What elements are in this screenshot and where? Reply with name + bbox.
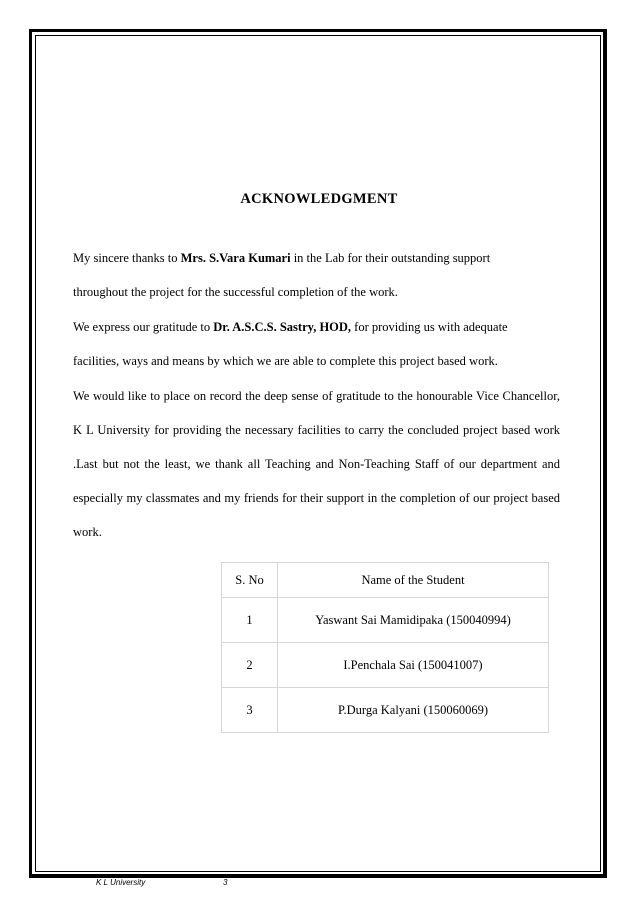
title-text: ACKNOWLEDGMENT [240,191,398,207]
paragraph-3-line-3: .Last but not the least, we thank all Teaching and Non-Teaching Staff of our department and [73,457,560,471]
header-serial-number: S. No [222,563,278,598]
student-name-cell: Yaswant Sai Mamidipaka (150040994) [278,598,549,643]
student-name-cell: I.Penchala Sai (150041007) [278,643,549,688]
text-fragment: We express our gratitude to [73,320,214,334]
footer-page-number: 3 [223,878,228,887]
table-row [222,688,549,733]
text-fragment: for providing us with adequate [351,320,508,334]
student-table [221,562,549,733]
guide-name: Mrs. S.Vara Kumari [180,251,291,265]
serial-number-cell: 3 [222,688,278,733]
acknowledgment-paragraph-1 [73,241,573,309]
page-title [0,191,638,208]
table-row [222,598,549,643]
text-fragment: in the Lab for their outstanding support [290,251,491,265]
serial-number-cell: 1 [222,598,278,643]
student-name-cell: P.Durga Kalyani (150060069) [278,688,549,733]
acknowledgment-paragraph-3 [73,379,560,549]
text-fragment: My sincere thanks to [73,251,181,265]
acknowledgment-paragraph-2 [73,310,573,378]
paragraph-3-line-2: K L University for providing the necessary facilities to carry the concluded project based work [73,423,560,437]
paragraph-2-line-2: facilities, ways and means by which we are able to complete this project based work. [73,354,498,368]
table-row [222,643,549,688]
footer-university: K L University [96,878,146,887]
paragraph-2-line-1 [73,310,573,344]
hod-name: Dr. A.S.C.S. Sastry, HOD, [213,320,352,334]
paragraph-3-line-1: We would like to place on record the deep sense of gratitude to the honourable Vice Chancellor, [73,389,560,403]
table-header-row [222,563,549,598]
paragraph-3-line-4: especially my classmates and my friends for their support in the completion of our project based [73,491,560,505]
serial-number-cell: 2 [222,643,278,688]
paragraph-1-line-2: throughout the project for the successful completion of the work. [73,285,398,299]
header-student-name: Name of the Student [278,563,549,598]
paragraph-1-line-1 [73,241,573,275]
paragraph-3-line-5: work. [73,525,102,539]
